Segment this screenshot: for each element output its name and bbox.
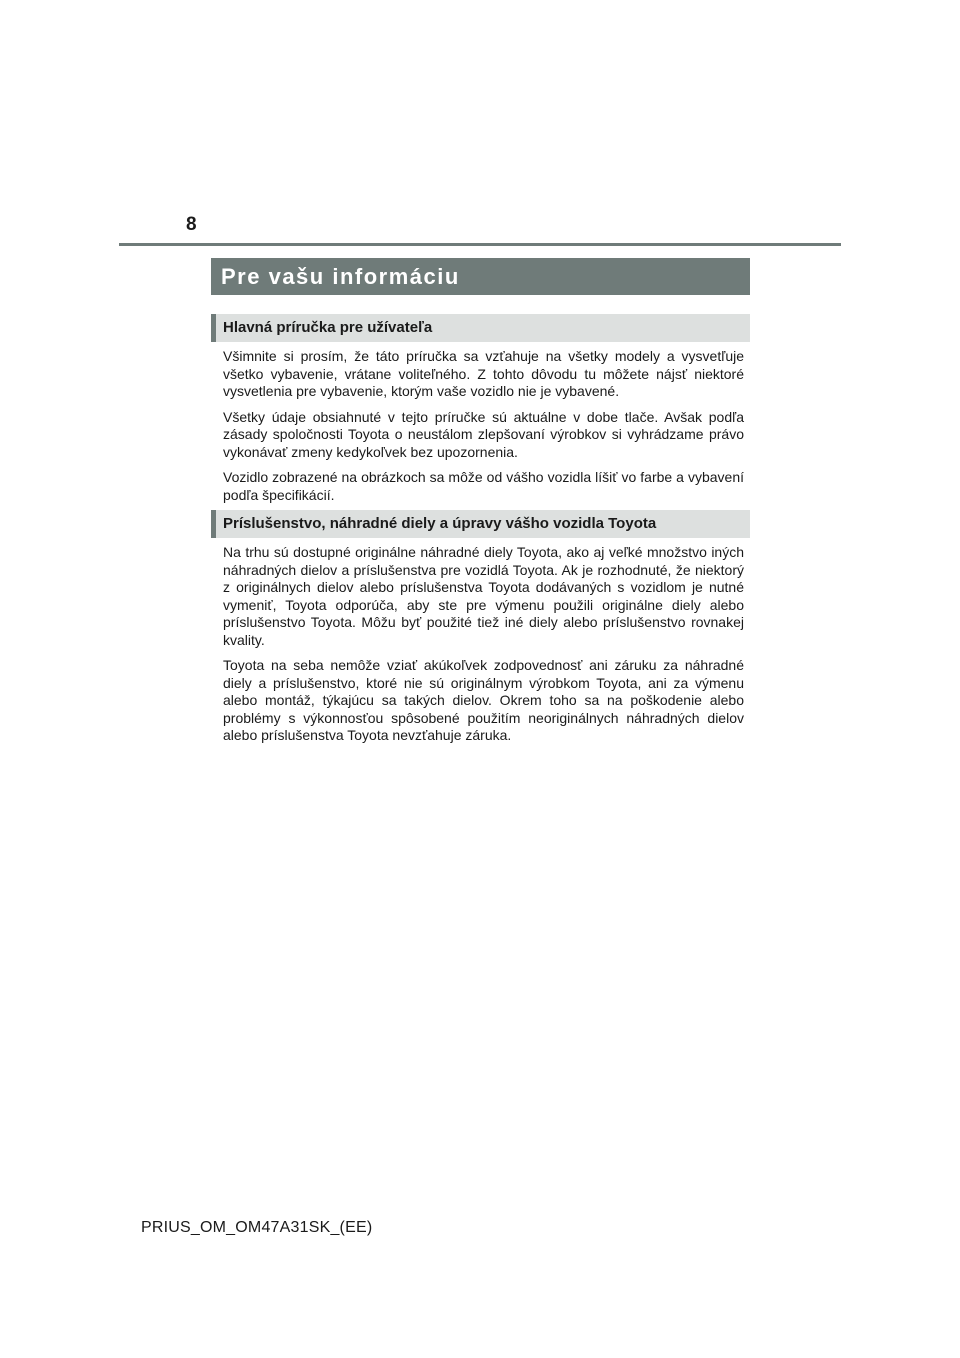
accessories-body	[223, 544, 744, 753]
paragraph: Vozidlo zobrazené na obrázkoch sa môže od vášho vozidla líšiť vo farbe a vybavení podľa špecifikácií.	[223, 469, 744, 503]
page-number: 8	[186, 214, 197, 235]
paragraph: Všimnite si prosím, že táto príručka sa vzťahuje na všetky modely a vysvetľuje všetko vybavenie, vrátane voliteľného. Z tohto dôvodu tu môžete nájsť niektoré vysvetlenia pre vybavenie, ktorým vaše vozidlo nie je vybavené.	[223, 348, 744, 399]
subheading-main-manual: Hlavná príručka pre užívateľa	[211, 314, 750, 342]
header-rule	[119, 243, 841, 246]
paragraph: Na trhu sú dostupné originálne náhradné diely Toyota, ako aj veľké množstvo iných náhradných dielov a príslušenstva pre vozidlá Toyota. Ak je rozhodnuté, že niektorý z originálnych dielov alebo príslušenstva Toyota dodávaných s vozidlom je nutné vymeniť, Toyota odporúča, aby ste pre výmenu použili originálne diely alebo príslušenstvo Toyota. Môžu byť použité tiež iné diely alebo príslušenstvo rovnakej kvality.	[223, 544, 744, 648]
paragraph: Toyota na seba nemôže vziať akúkoľvek zodpovednosť ani záruku za náhradné diely a príslušenstvo, ktoré nie sú originálnym výrobkom Toyota, ani za výmenu alebo montáž, týkajúcu sa takých dielov. Okrem toho sa na poškodenie alebo problémy s výkonnosťou spôsobené použitím neoriginálnych náhradných dielov alebo príslušenstva Toyota nevzťahuje záruka.	[223, 657, 744, 743]
document-code: PRIUS_OM_OM47A31SK_(EE)	[141, 1219, 373, 1236]
main-manual-body	[223, 348, 744, 512]
subheading-accessories: Príslušenstvo, náhradné diely a úpravy vášho vozidla Toyota	[211, 510, 750, 538]
section-title: Pre vašu informáciu	[211, 258, 750, 295]
paragraph: Všetky údaje obsiahnuté v tejto príručke sú aktuálne v dobe tlače. Avšak podľa zásady spoločnosti Toyota o neustálom zlepšovaní výrobkov si vyhrádzame právo vykonávať zmeny kedykoľvek bez upozornenia.	[223, 408, 744, 460]
